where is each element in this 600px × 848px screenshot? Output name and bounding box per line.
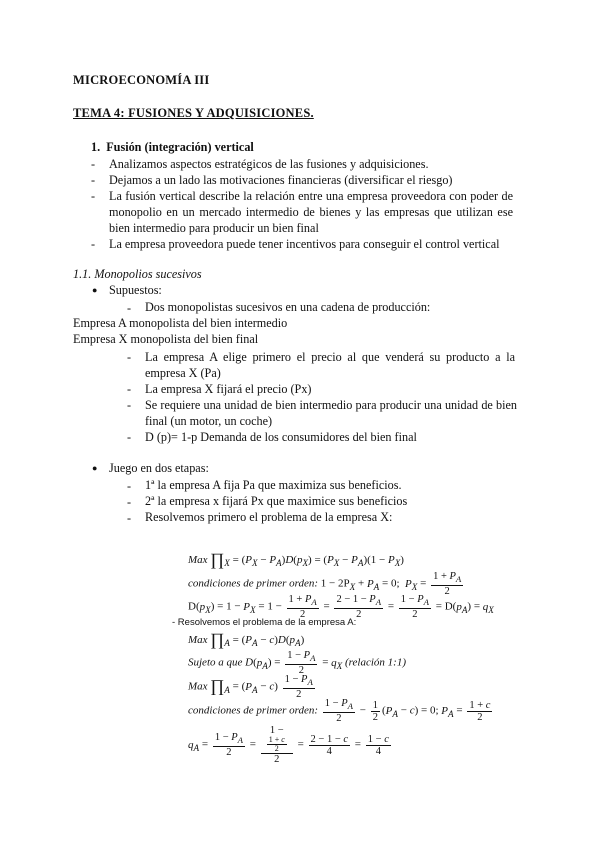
list-item: La fusión vertical describe la relación entre una empresa proveedora con poder de monopolio en un mercado intermedio de bienes y las empresas que utilizan ese bien intermedio para producir un bien final [109,189,513,235]
list-item: D (p)= 1-p Demanda de los consumidores del bien final [145,430,417,444]
list-item: 1ª la empresa A fija Pa que maximiza sus beneficios. [145,478,402,492]
section-title: Fusión (integración) vertical [106,140,254,154]
equation-max-x: Max $\prod_X = (P_X - P_A)D(p_X) = (P_X - P_A)(1 - P_X)$ [188,550,404,569]
relation-label: (relación 1:1) [345,656,406,669]
list-item: Dos monopolistas sucesivos en una cadena de producción: [145,300,431,314]
bullet-label: Juego en dos etapas: [109,461,209,475]
equation-max-a: Max $\prod_A = (P_A - c)D(p_A)$ [188,630,305,649]
foc-label: condiciones de primer orden: [188,577,319,590]
subject-label: Sujeto a que [188,656,243,669]
equation-demand-x: $D(p_X) = 1 - P_X = 1$ − $\frac{1 + P_A}{2}$ = $\frac{2 - 1 - P_A}{2}$ = $\frac{1 - P_A}{2}$ = $D(p_A) = q_X$ [188,594,494,621]
list-item: La empresa A elige primero el precio al que venderá su producto a la empresa X (Pa) [145,350,515,380]
dash-marker: - [127,430,132,444]
max-label: Max [188,554,208,566]
subsection-title: 1.1. Monopolios sucesivos [73,267,202,281]
dash-marker: - [127,301,132,315]
equation-max-a-2: Max $\prod_A = (P_A - c)$ $\frac{1 - P_A}{2}$ [188,674,313,701]
dash-marker: - [127,398,132,412]
bullet-dot: ● [92,463,98,473]
list-item: La empresa X fijará el precio (Px) [145,382,312,396]
bullet-dot: ● [92,285,98,295]
foc-x-text: 1 − 2P [320,577,350,590]
dash-marker: - [127,495,132,509]
dash-marker: - [91,173,96,187]
list-item: Dejamos a un lado las motivaciones financieras (diversificar el riesgo) [109,173,453,187]
course-title: MICROECONOMÍA III [73,73,210,87]
dash-marker: - [91,237,96,251]
dash-marker: - [127,479,132,493]
foc-a-label: condiciones de primer orden: [188,704,319,717]
firm-a-line: Empresa A monopolista del bien intermedio [73,316,288,330]
list-item: 2ª la empresa x fijará Px que maximice sus beneficios [145,494,408,508]
dash-marker: - [127,511,132,525]
section-number: 1. [91,140,101,154]
equation-qa: $q_A$ = $\frac{1 - P_A}{2}$ = 1 − 1 + c 2 2 = $\frac{2 - 1 - c}{4}$ = $\frac{1 - c}{4}$ [188,725,389,765]
equation-constraint: Sujeto a que $D(p_A)$ = $\frac{1 - P_A}{2}$ = $q_X$ (relación 1:1) [188,650,406,677]
bullet-label: Supuestos: [109,283,162,297]
list-item: Analizamos aspectos estratégicos de las fusiones y adquisiciones. [109,157,429,171]
list-item: Resolvemos primero el problema de la empresa X: [145,510,393,524]
dash-marker: - [127,350,132,364]
equation-foc-a: condiciones de primer orden: $\frac{1 - P_A}{2}$ − $\frac{1}{2}$ $(P_A - c) = 0$; $P_A$ = $\frac{1 + c}{2}$ [188,698,491,725]
equation-foc-x: condiciones de primer orden: $1 - 2P_X + P_A = 0$; $P_X$ = $\frac{1 + P_A}{2}$ [188,571,462,598]
dash-marker: - [91,189,96,203]
dash-marker: - [91,157,96,171]
resolve-a-line: - Resolvemos el problema de la empresa A: [172,617,357,628]
topic-title: TEMA 4: FUSIONES Y ADQUISICIONES. [73,106,314,120]
dash-marker: - [127,382,132,396]
section-heading [91,140,254,155]
list-item: La empresa proveedora puede tener incentivos para conseguir el control vertical [109,237,500,251]
list-item: Se requiere una unidad de bien intermedio para producir una unidad de bien final (un motor, un coche) [145,398,517,428]
firm-x-line: Empresa X monopolista del bien final [73,332,259,346]
